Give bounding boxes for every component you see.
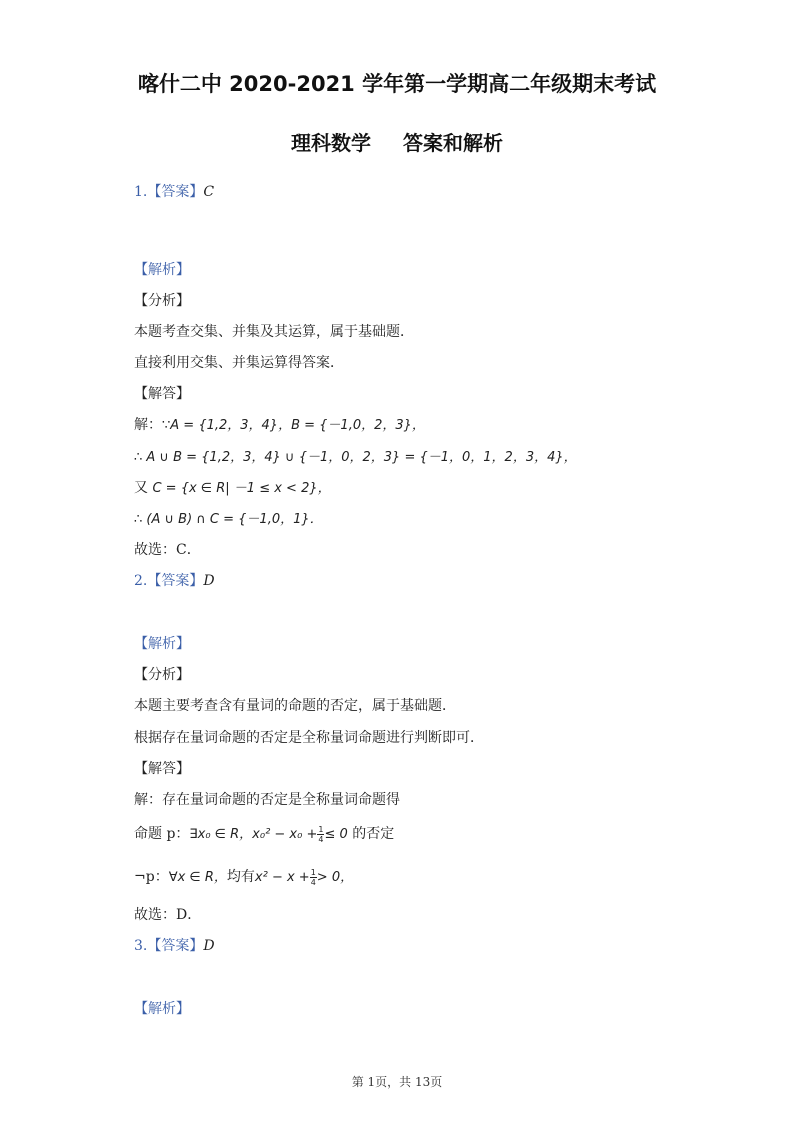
q1-answer-value: C xyxy=(203,184,215,200)
q2-fenxi-heading: 【分析】 xyxy=(134,667,190,683)
q1-step-1: 解：∵A = {1,2，3，4}，B = {－1,0，2，3}， xyxy=(134,417,425,433)
q2-answer-tag: 【答案】 xyxy=(147,573,204,589)
q1-step-4 xyxy=(134,509,323,530)
q2-p-math: ∃x₀ ∈ R，x₀² − x₀ + xyxy=(189,827,318,842)
q1-step-2 xyxy=(134,447,577,468)
q3-jiexi-heading: 【解析】 xyxy=(134,1001,190,1017)
q2-negation: ¬p：∀x ∈ R，均有x² − x + $\frac{1}{4}$ > 0， xyxy=(134,867,354,887)
q1-answer-tag: 【答案】 xyxy=(147,184,204,200)
page-subtitle xyxy=(0,127,794,156)
q2-conclusion: 故选：D． xyxy=(134,907,202,923)
q1-step-1-math: ∵A = {1,2，3，4}，B = {－1,0，2，3}， xyxy=(162,418,425,433)
q1-fenxi-text-1: 本题考查交集、并集及其运算，属于基础题． xyxy=(134,324,414,340)
q2-fenxi-text-1: 本题主要考查含有量词的命题的否定，属于基础题． xyxy=(134,698,456,714)
q1-number: 1. xyxy=(134,184,148,200)
q1-answer-line xyxy=(134,182,214,202)
q2-np-fraction: $\frac{1}{4}$ xyxy=(310,867,316,887)
q1-step-3-math: C = {x ∈ R| －1 ≤ x < 2}， xyxy=(152,481,331,496)
q3-answer-tag: 【答案】 xyxy=(147,938,204,954)
subtitle-subject: 理科数学 xyxy=(291,131,371,155)
q1-step-3: 又 C = {x ∈ R| －1 ≤ x < 2}， xyxy=(134,480,331,496)
q2-proposition-p: 命题 p：∃x₀ ∈ R，x₀² − x₀ + $\frac{1}{4}$ ≤ 0 的否定 xyxy=(134,824,395,844)
q2-jieda-heading: 【解答】 xyxy=(134,761,190,777)
q3-answer-value: D xyxy=(203,938,215,954)
q1-fenxi-heading: 【分析】 xyxy=(134,293,190,309)
q2-jiexi-heading: 【解析】 xyxy=(134,636,190,652)
page-footer: 第 1页，共 13页 xyxy=(351,1075,443,1089)
q3-answer-line xyxy=(134,936,215,956)
q2-number: 2. xyxy=(134,573,148,589)
q2-p-fraction: $\frac{1}{4}$ xyxy=(318,824,324,844)
q1-jiexi-heading: 【解析】 xyxy=(134,262,190,278)
q1-jieda-heading: 【解答】 xyxy=(134,386,190,402)
page-title: 喀什二中 2020-2021 学年第一学期高二年级期末考试 xyxy=(137,72,657,96)
q1-conclusion: 故选：C． xyxy=(134,542,201,558)
q1-step-4-math: ∴ (A ∪ B) ∩ C = {－1,0，1}． xyxy=(134,512,323,527)
subtitle-answer-label: 答案和解析 xyxy=(403,131,503,155)
q2-answer-value: D xyxy=(203,573,215,589)
q1-step-2-math: ∴ A ∪ B = {1,2，3，4} ∪ {－1，0，2，3} = {－1，0，1，2，3，4}， xyxy=(134,450,577,465)
q2-fenxi-text-2: 根据存在量词命题的否定是全称量词命题进行判断即可． xyxy=(134,730,484,746)
q2-step-1: 解：存在量词命题的否定是全称量词命题得 xyxy=(134,792,400,808)
q2-np-math: ∀x ∈ R， xyxy=(168,870,227,885)
q1-fenxi-text-2: 直接利用交集、并集运算得答案． xyxy=(134,355,344,371)
q3-number: 3. xyxy=(134,938,148,954)
q2-answer-line xyxy=(134,571,215,591)
